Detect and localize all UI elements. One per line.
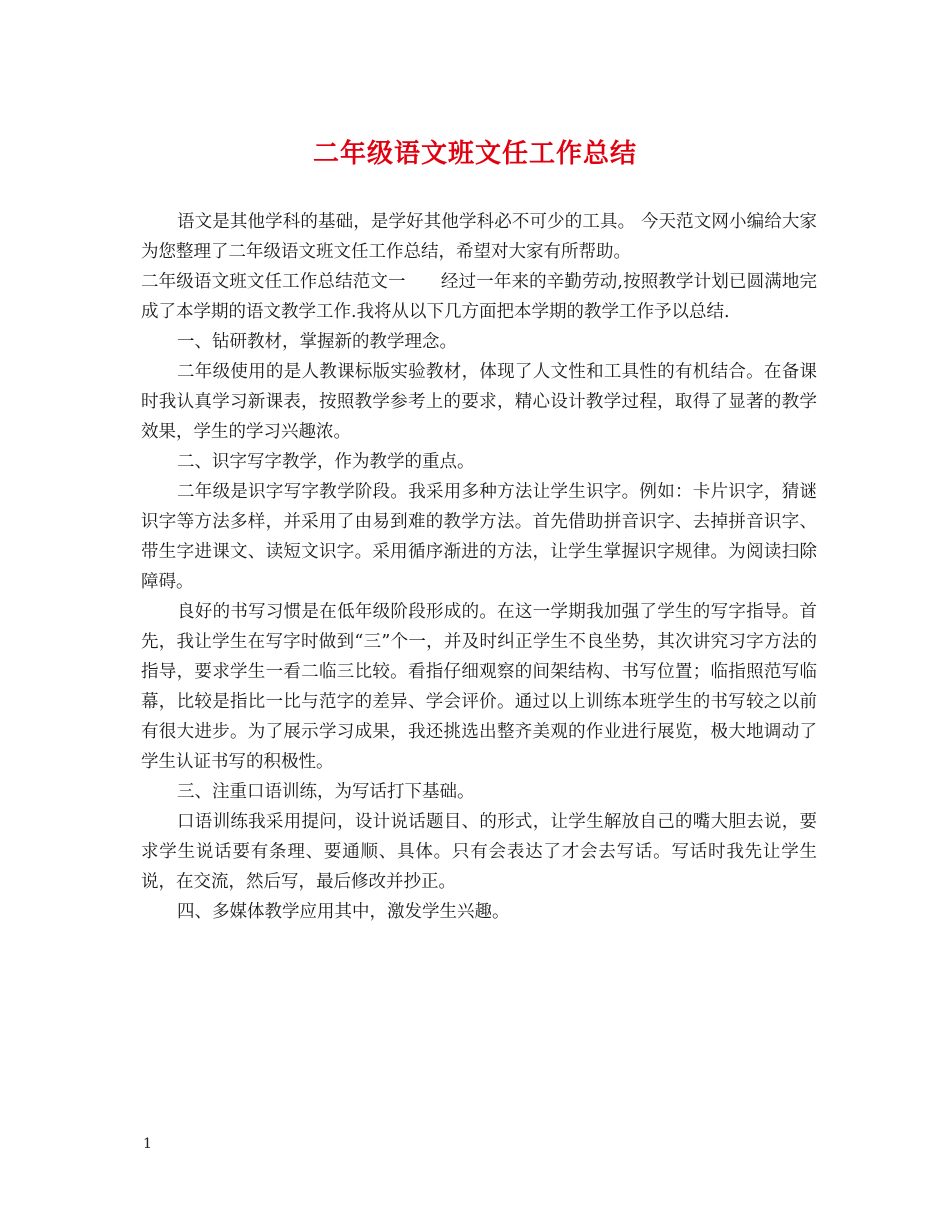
paragraph-textbook: 二年级使用的是人教课标版实验教材，体现了人文性和工具性的有机结合。在备课时我认真学习新课表，按照教学参考上的要求，精心设计教学过程，取得了显著的教学效果，学生的学习兴趣浓。 bbox=[141, 362, 817, 442]
paragraph-oral-training: 口语训练我采用提问，设计说话题目、的形式，让学生解放自己的嘴大胆去说，要求学生说话要有条理、要通顺、具体。只有会表达了才会去写话。写话时我先让学生说，在交流，然后写，最后修改并抄正。 bbox=[141, 812, 817, 892]
section-heading-1: 一、钻研教材，掌握新的教学理念。 bbox=[177, 332, 457, 352]
paragraph-sample-one: 二年级语文班文任工作总结范文一 经过一年来的辛勤劳动,按照教学计划已圆满地完成了本学期的语文教学工作.我将从以下几方面把本学期的教学工作予以总结. bbox=[141, 272, 817, 322]
section-heading-4: 四、多媒体教学应用其中，激发学生兴趣。 bbox=[177, 902, 510, 922]
section-heading-3: 三、注重口语训练，为写话打下基础。 bbox=[177, 782, 475, 802]
paragraph-intro: 语文是其他学科的基础，是学好其他学科必不可少的工具。 今天范文网小编给大家为您整理了二年级语文班文任工作总结，希望对大家有所帮助。 bbox=[141, 212, 817, 262]
page-number: 1 bbox=[143, 1136, 152, 1152]
document-title: 二年级语文班文任工作总结 bbox=[312, 139, 637, 169]
paragraph-literacy: 二年级是识字写字教学阶段。我采用多种方法让学生识字。例如：卡片识字，猜谜识字等方法多样，并采用了由易到难的教学方法。首先借助拼音识字、去掉拼音识字、带生字进课文、读短文识字。采用循序渐进的方法，让学生掌握识字规律。为阅读扫除障碍。 bbox=[141, 482, 817, 592]
section-heading-2: 二、识字写字教学，作为教学的重点。 bbox=[177, 452, 475, 472]
paragraph-writing-habits: 良好的书写习惯是在低年级阶段形成的。在这一学期我加强了学生的写字指导。首先，我让学生在写字时做到“三”个一，并及时纠正学生不良坐势，其次讲究习字方法的指导，要求学生一看二临三比较。看指仔细观察的间架结构、书写位置；临指照范写临幕，比较是指比一比与范字的差异、学会评价。通过以上训练本班学生的书写较之以前有很大进步。为了展示学习成果，我还挑选出整齐美观的作业进行展览，极大地调动了学生认证书写的积极性。 bbox=[141, 602, 817, 772]
document-body bbox=[141, 207, 817, 927]
